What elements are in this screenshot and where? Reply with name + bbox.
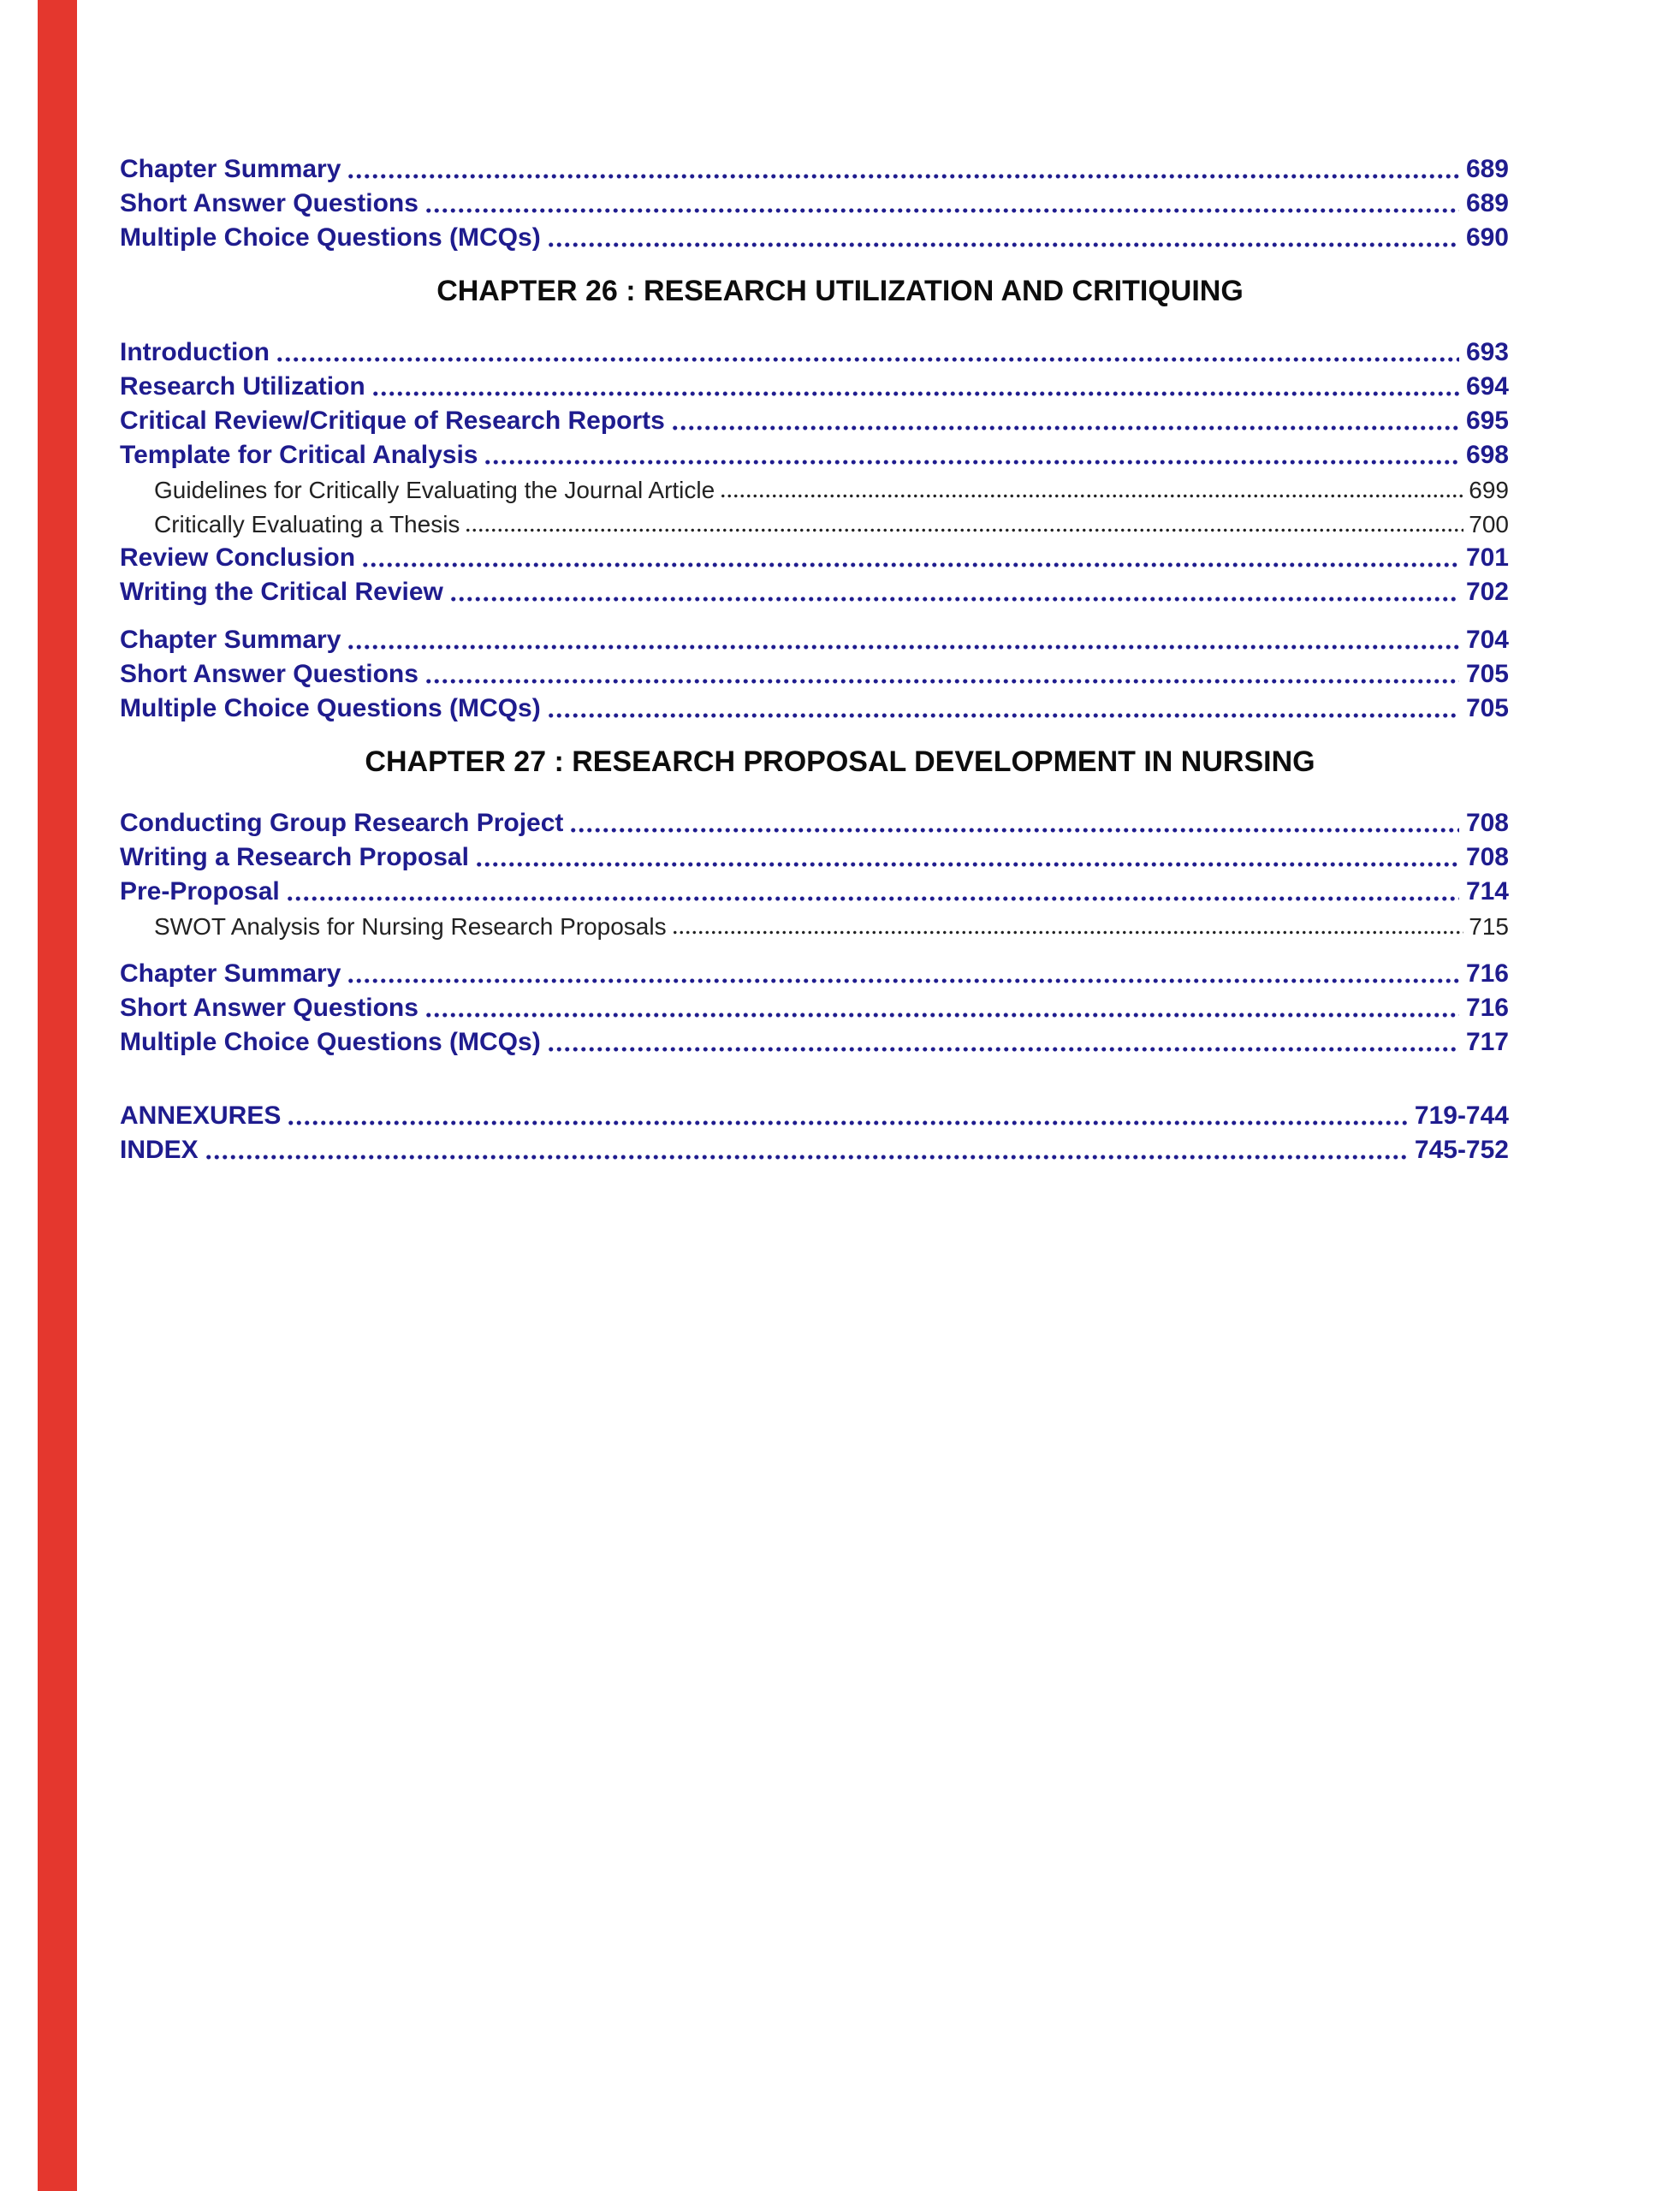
toc-entry[interactable] <box>120 150 1509 184</box>
toc-entry-page-number: 698 <box>1465 440 1509 469</box>
toc-entry-label: Research Utilization <box>120 371 365 401</box>
dot-leader <box>547 1045 1459 1054</box>
toc-entry-label: Multiple Choice Questions (MCQs) <box>120 693 541 722</box>
toc-entry-page-number: 705 <box>1465 659 1509 688</box>
toc-entry[interactable] <box>120 436 1509 470</box>
dot-leader <box>671 424 1459 432</box>
toc-entry-page-number: 693 <box>1465 337 1509 366</box>
toc-entry-page-number: 704 <box>1465 625 1509 654</box>
toc-entry-label: INDEX <box>120 1135 199 1164</box>
toc-entry-label: Introduction <box>120 337 270 366</box>
toc-entry[interactable] <box>120 333 1509 367</box>
toc-entry-page-number: 708 <box>1465 808 1509 837</box>
dot-leader <box>287 1119 1408 1127</box>
toc-entry-label: Chapter Summary <box>120 154 341 183</box>
dot-leader <box>347 977 1459 985</box>
toc-entry-label: ANNEXURES <box>120 1101 282 1130</box>
chapter-heading <box>0 271 1680 311</box>
dot-leader <box>424 206 1459 215</box>
toc-entry-label: Chapter Summary <box>120 959 341 988</box>
dot-leader <box>475 860 1459 869</box>
toc-entry[interactable] <box>120 872 1509 906</box>
toc-entry-label: Pre-Proposal <box>120 876 280 905</box>
toc-entry-label: Chapter Summary <box>120 625 341 654</box>
toc-entry-label: Writing the Critical Review <box>120 577 443 606</box>
toc-entry-label: Critical Review/Critique of Research Reports <box>120 406 665 435</box>
chapter-heading <box>0 742 1680 781</box>
toc-entry[interactable] <box>120 367 1509 401</box>
toc-entry[interactable] <box>120 620 1509 655</box>
toc-entry-page-number: 689 <box>1465 154 1509 183</box>
dot-leader <box>424 1011 1459 1019</box>
dot-leader <box>347 643 1459 651</box>
toc-entry[interactable] <box>120 504 1509 538</box>
dot-leader <box>449 595 1459 603</box>
toc-entry[interactable] <box>120 573 1509 607</box>
chapter-heading-text: CHAPTER 26 : RESEARCH UTILIZATION AND CRITIQUING <box>436 275 1244 307</box>
dot-leader <box>424 677 1459 686</box>
chapter-heading-text: CHAPTER 27 : RESEARCH PROPOSAL DEVELOPMENT IN NURSING <box>365 745 1315 778</box>
toc-entry-label: SWOT Analysis for Nursing Research Proposals <box>154 912 667 940</box>
dot-leader <box>547 711 1459 720</box>
toc-entry-label: Short Answer Questions <box>120 659 419 688</box>
toc-entry-page-number: 690 <box>1465 223 1509 252</box>
toc-entry[interactable] <box>120 954 1509 989</box>
toc-entry-label: Conducting Group Research Project <box>120 808 564 837</box>
toc-entry-label: Guidelines for Critically Evaluating the Journal Article <box>154 476 715 503</box>
toc-entry-label: Short Answer Questions <box>120 188 419 217</box>
dot-leader <box>484 458 1458 466</box>
dot-leader <box>720 492 1463 500</box>
toc-entry-page-number: 715 <box>1469 912 1509 940</box>
dot-leader <box>672 929 1464 936</box>
dot-leader <box>569 826 1459 834</box>
toc-entry-label: Multiple Choice Questions (MCQs) <box>120 1027 541 1056</box>
toc-entry[interactable] <box>120 184 1509 218</box>
toc-entry[interactable] <box>120 1096 1509 1131</box>
dot-leader <box>361 561 1459 569</box>
toc-entry[interactable] <box>120 401 1509 436</box>
toc-entry-page-number: 719-744 <box>1414 1101 1509 1130</box>
toc-entry-label: Review Conclusion <box>120 543 356 572</box>
toc-entry[interactable] <box>120 538 1509 573</box>
toc-entry[interactable] <box>120 804 1509 838</box>
toc-entry[interactable] <box>120 689 1509 723</box>
toc-entry-page-number: 708 <box>1465 842 1509 871</box>
dot-leader <box>286 894 1459 903</box>
toc-entry[interactable] <box>120 906 1509 941</box>
toc-entry[interactable] <box>120 1131 1509 1165</box>
toc-entry[interactable] <box>120 989 1509 1023</box>
toc-entry-page-number: 701 <box>1465 543 1509 572</box>
toc-entry-label: Short Answer Questions <box>120 993 419 1022</box>
dot-leader <box>465 526 1463 534</box>
toc-entry-page-number: 699 <box>1469 476 1509 503</box>
toc-entry-label: Template for Critical Analysis <box>120 440 478 469</box>
toc-entry-page-number: 700 <box>1469 510 1509 537</box>
toc-entry-label: Writing a Research Proposal <box>120 842 469 871</box>
toc-entry-page-number: 694 <box>1465 371 1509 401</box>
toc-entry[interactable] <box>120 838 1509 872</box>
dot-leader <box>347 172 1459 181</box>
toc-entry-page-number: 689 <box>1465 188 1509 217</box>
toc-entry[interactable] <box>120 1023 1509 1057</box>
toc-entry-page-number: 702 <box>1465 577 1509 606</box>
toc-entry-label: Multiple Choice Questions (MCQs) <box>120 223 541 252</box>
toc-entry-page-number: 716 <box>1465 993 1509 1022</box>
toc-entry-label: Critically Evaluating a Thesis <box>154 510 460 537</box>
toc-entry-page-number: 716 <box>1465 959 1509 988</box>
dot-leader <box>371 389 1459 398</box>
dot-leader <box>276 355 1459 364</box>
dot-leader <box>205 1153 1408 1161</box>
toc-entry-page-number: 705 <box>1465 693 1509 722</box>
toc-entry-page-number: 695 <box>1465 406 1509 435</box>
dot-leader <box>547 240 1459 249</box>
toc-entry-page-number: 714 <box>1465 876 1509 905</box>
toc-entry[interactable] <box>120 470 1509 504</box>
toc-entry[interactable] <box>120 655 1509 689</box>
toc-entry[interactable] <box>120 218 1509 252</box>
toc-entry-page-number: 717 <box>1465 1027 1509 1056</box>
toc-entry-page-number: 745-752 <box>1414 1135 1509 1164</box>
